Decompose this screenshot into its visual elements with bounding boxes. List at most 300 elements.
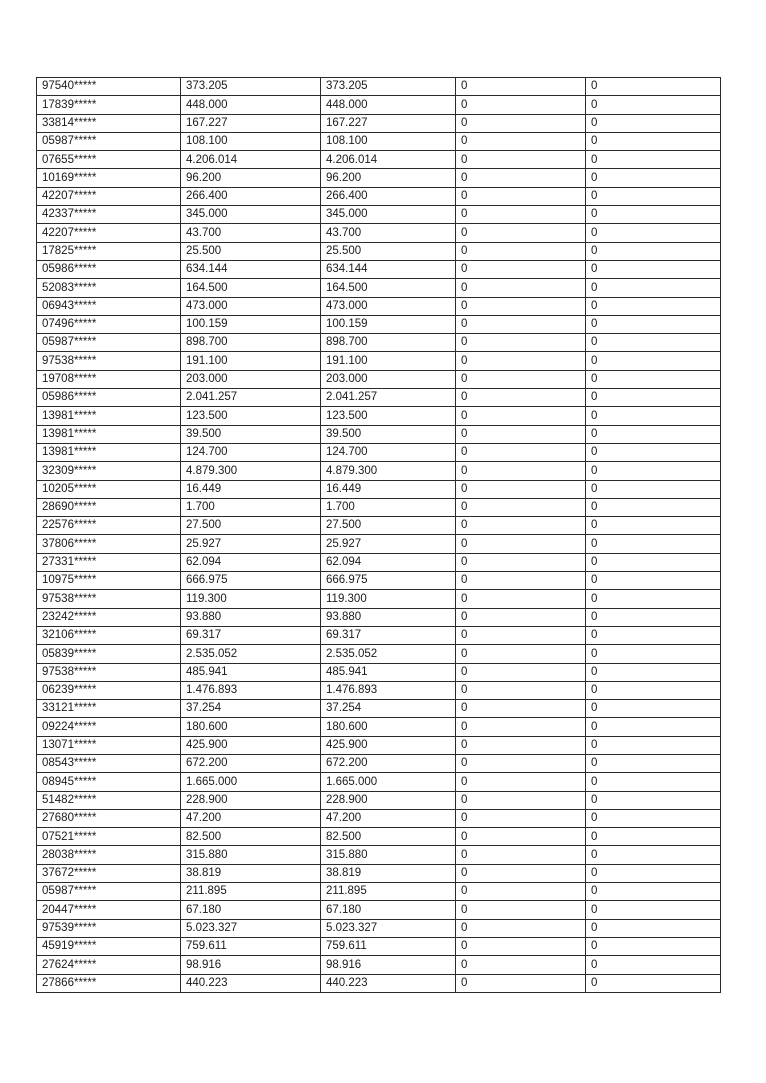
table-row — [37, 901, 721, 919]
cell-amount-b: 425.900 — [321, 736, 456, 754]
cell-amount-a: 1.665.000 — [181, 773, 321, 791]
table-row — [37, 663, 721, 681]
cell-masked-id: 05987***** — [37, 132, 181, 150]
cell-amount-b: 448.000 — [321, 96, 456, 114]
cell-zero-b: 0 — [586, 626, 721, 644]
table-row — [37, 132, 721, 150]
table-row — [37, 846, 721, 864]
cell-zero-a: 0 — [456, 132, 586, 150]
cell-masked-id: 19708***** — [37, 370, 181, 388]
cell-amount-a: 898.700 — [181, 334, 321, 352]
table-row — [37, 297, 721, 315]
cell-zero-a: 0 — [456, 407, 586, 425]
cell-zero-b: 0 — [586, 187, 721, 205]
cell-amount-a: 473.000 — [181, 297, 321, 315]
cell-amount-a: 2.535.052 — [181, 645, 321, 663]
cell-zero-a: 0 — [456, 187, 586, 205]
cell-masked-id: 08543***** — [37, 754, 181, 772]
cell-masked-id: 10975***** — [37, 572, 181, 590]
cell-zero-b: 0 — [586, 370, 721, 388]
cell-zero-a: 0 — [456, 462, 586, 480]
cell-masked-id: 23242***** — [37, 608, 181, 626]
cell-zero-b: 0 — [586, 242, 721, 260]
table-row — [37, 498, 721, 516]
cell-zero-b: 0 — [586, 718, 721, 736]
cell-amount-a: 16.449 — [181, 480, 321, 498]
cell-amount-a: 1.700 — [181, 498, 321, 516]
cell-amount-a: 96.200 — [181, 169, 321, 187]
cell-masked-id: 09224***** — [37, 718, 181, 736]
cell-zero-b: 0 — [586, 974, 721, 992]
cell-zero-a: 0 — [456, 389, 586, 407]
cell-masked-id: 27624***** — [37, 956, 181, 974]
cell-zero-a: 0 — [456, 773, 586, 791]
cell-zero-b: 0 — [586, 553, 721, 571]
cell-amount-b: 47.200 — [321, 809, 456, 827]
table-row — [37, 443, 721, 461]
cell-zero-b: 0 — [586, 663, 721, 681]
cell-zero-b: 0 — [586, 279, 721, 297]
cell-zero-a: 0 — [456, 809, 586, 827]
cell-masked-id: 06943***** — [37, 297, 181, 315]
cell-zero-a: 0 — [456, 663, 586, 681]
cell-zero-b: 0 — [586, 754, 721, 772]
cell-masked-id: 28038***** — [37, 846, 181, 864]
cell-masked-id: 05987***** — [37, 883, 181, 901]
cell-zero-a: 0 — [456, 498, 586, 516]
cell-zero-b: 0 — [586, 846, 721, 864]
cell-amount-b: 25.500 — [321, 242, 456, 260]
table-row — [37, 462, 721, 480]
cell-amount-b: 98.916 — [321, 956, 456, 974]
cell-amount-a: 666.975 — [181, 572, 321, 590]
cell-zero-b: 0 — [586, 956, 721, 974]
cell-zero-b: 0 — [586, 700, 721, 718]
cell-amount-b: 123.500 — [321, 407, 456, 425]
cell-masked-id: 32309***** — [37, 462, 181, 480]
cell-zero-b: 0 — [586, 791, 721, 809]
cell-zero-a: 0 — [456, 206, 586, 224]
cell-amount-a: 211.895 — [181, 883, 321, 901]
cell-zero-a: 0 — [456, 626, 586, 644]
cell-masked-id: 27866***** — [37, 974, 181, 992]
cell-amount-a: 5.023.327 — [181, 919, 321, 937]
cell-amount-b: 43.700 — [321, 224, 456, 242]
table-row — [37, 645, 721, 663]
table-row — [37, 791, 721, 809]
table-row — [37, 773, 721, 791]
cell-masked-id: 97540***** — [37, 78, 181, 96]
cell-masked-id: 27331***** — [37, 553, 181, 571]
cell-zero-a: 0 — [456, 535, 586, 553]
table-row — [37, 114, 721, 132]
cell-amount-b: 67.180 — [321, 901, 456, 919]
cell-amount-a: 27.500 — [181, 517, 321, 535]
cell-amount-b: 100.159 — [321, 315, 456, 333]
cell-masked-id: 32106***** — [37, 626, 181, 644]
cell-amount-b: 96.200 — [321, 169, 456, 187]
cell-masked-id: 08945***** — [37, 773, 181, 791]
cell-zero-b: 0 — [586, 883, 721, 901]
cell-zero-a: 0 — [456, 754, 586, 772]
cell-zero-a: 0 — [456, 114, 586, 132]
cell-zero-b: 0 — [586, 206, 721, 224]
cell-amount-b: 119.300 — [321, 590, 456, 608]
cell-amount-a: 119.300 — [181, 590, 321, 608]
table-row — [37, 864, 721, 882]
table-row — [37, 407, 721, 425]
cell-zero-a: 0 — [456, 791, 586, 809]
cell-zero-b: 0 — [586, 901, 721, 919]
cell-zero-b: 0 — [586, 132, 721, 150]
cell-zero-a: 0 — [456, 78, 586, 96]
cell-amount-a: 440.223 — [181, 974, 321, 992]
table-row — [37, 535, 721, 553]
cell-amount-b: 164.500 — [321, 279, 456, 297]
cell-amount-b: 2.535.052 — [321, 645, 456, 663]
cell-amount-b: 37.254 — [321, 700, 456, 718]
cell-zero-a: 0 — [456, 901, 586, 919]
cell-zero-b: 0 — [586, 114, 721, 132]
cell-zero-b: 0 — [586, 517, 721, 535]
cell-amount-b: 39.500 — [321, 425, 456, 443]
cell-masked-id: 33814***** — [37, 114, 181, 132]
cell-amount-a: 4.879.300 — [181, 462, 321, 480]
cell-amount-a: 98.916 — [181, 956, 321, 974]
cell-zero-b: 0 — [586, 773, 721, 791]
cell-masked-id: 13071***** — [37, 736, 181, 754]
cell-amount-b: 4.879.300 — [321, 462, 456, 480]
cell-zero-a: 0 — [456, 937, 586, 955]
cell-amount-b: 759.611 — [321, 937, 456, 955]
cell-zero-a: 0 — [456, 279, 586, 297]
cell-zero-a: 0 — [456, 480, 586, 498]
cell-zero-a: 0 — [456, 553, 586, 571]
cell-amount-b: 25.927 — [321, 535, 456, 553]
table-row — [37, 681, 721, 699]
cell-amount-a: 373.205 — [181, 78, 321, 96]
cell-zero-b: 0 — [586, 169, 721, 187]
cell-zero-a: 0 — [456, 443, 586, 461]
cell-amount-b: 315.880 — [321, 846, 456, 864]
cell-amount-a: 100.159 — [181, 315, 321, 333]
cell-masked-id: 52083***** — [37, 279, 181, 297]
cell-zero-a: 0 — [456, 883, 586, 901]
cell-masked-id: 07496***** — [37, 315, 181, 333]
table-row — [37, 480, 721, 498]
cell-zero-b: 0 — [586, 809, 721, 827]
cell-amount-b: 93.880 — [321, 608, 456, 626]
cell-amount-b: 27.500 — [321, 517, 456, 535]
cell-amount-a: 266.400 — [181, 187, 321, 205]
cell-zero-b: 0 — [586, 919, 721, 937]
cell-zero-b: 0 — [586, 572, 721, 590]
cell-amount-a: 69.317 — [181, 626, 321, 644]
table-row — [37, 919, 721, 937]
cell-zero-a: 0 — [456, 96, 586, 114]
cell-zero-b: 0 — [586, 535, 721, 553]
cell-zero-b: 0 — [586, 608, 721, 626]
cell-amount-a: 93.880 — [181, 608, 321, 626]
cell-zero-b: 0 — [586, 736, 721, 754]
table-row — [37, 700, 721, 718]
cell-amount-b: 62.094 — [321, 553, 456, 571]
cell-masked-id: 97539***** — [37, 919, 181, 937]
cell-zero-a: 0 — [456, 681, 586, 699]
table-row — [37, 590, 721, 608]
cell-masked-id: 10205***** — [37, 480, 181, 498]
cell-masked-id: 27680***** — [37, 809, 181, 827]
cell-zero-a: 0 — [456, 956, 586, 974]
cell-masked-id: 05839***** — [37, 645, 181, 663]
table-row — [37, 151, 721, 169]
cell-amount-a: 123.500 — [181, 407, 321, 425]
cell-zero-a: 0 — [456, 315, 586, 333]
cell-amount-a: 672.200 — [181, 754, 321, 772]
cell-amount-b: 108.100 — [321, 132, 456, 150]
cell-amount-a: 2.041.257 — [181, 389, 321, 407]
cell-amount-b: 167.227 — [321, 114, 456, 132]
cell-masked-id: 06239***** — [37, 681, 181, 699]
cell-masked-id: 42337***** — [37, 206, 181, 224]
cell-amount-a: 43.700 — [181, 224, 321, 242]
cell-zero-b: 0 — [586, 260, 721, 278]
cell-masked-id: 37806***** — [37, 535, 181, 553]
cell-amount-b: 1.700 — [321, 498, 456, 516]
cell-amount-b: 898.700 — [321, 334, 456, 352]
cell-amount-a: 25.500 — [181, 242, 321, 260]
table-row — [37, 279, 721, 297]
table-row — [37, 608, 721, 626]
cell-zero-b: 0 — [586, 443, 721, 461]
table-row — [37, 96, 721, 114]
cell-zero-b: 0 — [586, 224, 721, 242]
table-row — [37, 389, 721, 407]
table-body — [37, 78, 721, 993]
cell-zero-b: 0 — [586, 645, 721, 663]
table-row — [37, 260, 721, 278]
table-row — [37, 572, 721, 590]
cell-zero-b: 0 — [586, 864, 721, 882]
cell-amount-a: 180.600 — [181, 718, 321, 736]
cell-masked-id: 33121***** — [37, 700, 181, 718]
cell-amount-a: 47.200 — [181, 809, 321, 827]
cell-amount-b: 666.975 — [321, 572, 456, 590]
cell-amount-a: 39.500 — [181, 425, 321, 443]
cell-zero-a: 0 — [456, 572, 586, 590]
cell-amount-b: 211.895 — [321, 883, 456, 901]
cell-zero-b: 0 — [586, 78, 721, 96]
cell-masked-id: 17839***** — [37, 96, 181, 114]
table-row — [37, 754, 721, 772]
cell-zero-a: 0 — [456, 974, 586, 992]
cell-masked-id: 37672***** — [37, 864, 181, 882]
cell-zero-a: 0 — [456, 517, 586, 535]
cell-amount-b: 38.819 — [321, 864, 456, 882]
cell-masked-id: 17825***** — [37, 242, 181, 260]
table-row — [37, 315, 721, 333]
cell-masked-id: 97538***** — [37, 352, 181, 370]
cell-zero-b: 0 — [586, 297, 721, 315]
table-row — [37, 169, 721, 187]
cell-amount-b: 440.223 — [321, 974, 456, 992]
cell-zero-b: 0 — [586, 590, 721, 608]
cell-zero-b: 0 — [586, 407, 721, 425]
cell-masked-id: 42207***** — [37, 224, 181, 242]
cell-zero-b: 0 — [586, 334, 721, 352]
cell-amount-b: 1.476.893 — [321, 681, 456, 699]
cell-zero-a: 0 — [456, 700, 586, 718]
cell-zero-b: 0 — [586, 828, 721, 846]
cell-zero-a: 0 — [456, 370, 586, 388]
cell-zero-a: 0 — [456, 334, 586, 352]
cell-zero-b: 0 — [586, 96, 721, 114]
cell-amount-b: 1.665.000 — [321, 773, 456, 791]
cell-amount-a: 191.100 — [181, 352, 321, 370]
cell-amount-b: 82.500 — [321, 828, 456, 846]
cell-zero-a: 0 — [456, 297, 586, 315]
cell-amount-a: 4.206.014 — [181, 151, 321, 169]
cell-amount-b: 473.000 — [321, 297, 456, 315]
cell-amount-a: 108.100 — [181, 132, 321, 150]
cell-zero-b: 0 — [586, 937, 721, 955]
cell-amount-a: 25.927 — [181, 535, 321, 553]
cell-masked-id: 10169***** — [37, 169, 181, 187]
cell-masked-id: 97538***** — [37, 590, 181, 608]
cell-masked-id: 13981***** — [37, 407, 181, 425]
cell-zero-b: 0 — [586, 498, 721, 516]
cell-zero-a: 0 — [456, 151, 586, 169]
cell-amount-a: 124.700 — [181, 443, 321, 461]
cell-zero-a: 0 — [456, 645, 586, 663]
table-row — [37, 809, 721, 827]
table-row — [37, 736, 721, 754]
cell-amount-b: 485.941 — [321, 663, 456, 681]
cell-zero-a: 0 — [456, 846, 586, 864]
table-row — [37, 425, 721, 443]
cell-masked-id: 22576***** — [37, 517, 181, 535]
cell-masked-id: 05986***** — [37, 260, 181, 278]
cell-masked-id: 13981***** — [37, 425, 181, 443]
cell-zero-a: 0 — [456, 608, 586, 626]
cell-zero-a: 0 — [456, 590, 586, 608]
table-row — [37, 370, 721, 388]
table-row — [37, 224, 721, 242]
cell-amount-b: 203.000 — [321, 370, 456, 388]
cell-zero-a: 0 — [456, 242, 586, 260]
cell-masked-id: 42207***** — [37, 187, 181, 205]
table-row — [37, 78, 721, 96]
table-row — [37, 242, 721, 260]
cell-masked-id: 13981***** — [37, 443, 181, 461]
table-row — [37, 206, 721, 224]
table-row — [37, 937, 721, 955]
cell-amount-a: 634.144 — [181, 260, 321, 278]
cell-masked-id: 45919***** — [37, 937, 181, 955]
table-row — [37, 956, 721, 974]
cell-amount-b: 191.100 — [321, 352, 456, 370]
cell-zero-a: 0 — [456, 864, 586, 882]
cell-zero-b: 0 — [586, 462, 721, 480]
table-row — [37, 334, 721, 352]
cell-zero-b: 0 — [586, 352, 721, 370]
cell-amount-b: 345.000 — [321, 206, 456, 224]
cell-amount-a: 167.227 — [181, 114, 321, 132]
cell-zero-b: 0 — [586, 480, 721, 498]
table-row — [37, 352, 721, 370]
cell-masked-id: 05986***** — [37, 389, 181, 407]
cell-amount-a: 448.000 — [181, 96, 321, 114]
cell-masked-id: 07521***** — [37, 828, 181, 846]
cell-amount-a: 164.500 — [181, 279, 321, 297]
cell-amount-a: 345.000 — [181, 206, 321, 224]
cell-amount-a: 228.900 — [181, 791, 321, 809]
cell-zero-a: 0 — [456, 828, 586, 846]
cell-amount-b: 124.700 — [321, 443, 456, 461]
cell-amount-b: 266.400 — [321, 187, 456, 205]
cell-zero-b: 0 — [586, 389, 721, 407]
table-row — [37, 187, 721, 205]
cell-amount-a: 485.941 — [181, 663, 321, 681]
cell-amount-a: 37.254 — [181, 700, 321, 718]
cell-amount-a: 203.000 — [181, 370, 321, 388]
cell-zero-b: 0 — [586, 681, 721, 699]
cell-masked-id: 05987***** — [37, 334, 181, 352]
cell-amount-a: 315.880 — [181, 846, 321, 864]
cell-amount-b: 4.206.014 — [321, 151, 456, 169]
table-row — [37, 974, 721, 992]
cell-masked-id: 97538***** — [37, 663, 181, 681]
cell-amount-b: 672.200 — [321, 754, 456, 772]
cell-zero-a: 0 — [456, 224, 586, 242]
table-row — [37, 517, 721, 535]
cell-amount-b: 2.041.257 — [321, 389, 456, 407]
cell-amount-b: 16.449 — [321, 480, 456, 498]
cell-zero-a: 0 — [456, 718, 586, 736]
cell-zero-a: 0 — [456, 169, 586, 187]
cell-zero-a: 0 — [456, 260, 586, 278]
table-row — [37, 718, 721, 736]
cell-zero-a: 0 — [456, 425, 586, 443]
table-row — [37, 553, 721, 571]
cell-amount-b: 5.023.327 — [321, 919, 456, 937]
cell-amount-a: 425.900 — [181, 736, 321, 754]
cell-amount-b: 69.317 — [321, 626, 456, 644]
cell-amount-a: 38.819 — [181, 864, 321, 882]
cell-zero-a: 0 — [456, 736, 586, 754]
cell-masked-id: 28690***** — [37, 498, 181, 516]
cell-amount-a: 82.500 — [181, 828, 321, 846]
cell-zero-a: 0 — [456, 352, 586, 370]
table-row — [37, 626, 721, 644]
cell-amount-a: 759.611 — [181, 937, 321, 955]
cell-masked-id: 20447***** — [37, 901, 181, 919]
table-row — [37, 828, 721, 846]
cell-zero-b: 0 — [586, 315, 721, 333]
cell-masked-id: 51482***** — [37, 791, 181, 809]
cell-amount-b: 228.900 — [321, 791, 456, 809]
cell-zero-a: 0 — [456, 919, 586, 937]
cell-amount-b: 634.144 — [321, 260, 456, 278]
cell-amount-a: 1.476.893 — [181, 681, 321, 699]
cell-amount-b: 180.600 — [321, 718, 456, 736]
cell-zero-b: 0 — [586, 151, 721, 169]
table-row — [37, 883, 721, 901]
cell-amount-b: 373.205 — [321, 78, 456, 96]
cell-masked-id: 07655***** — [37, 151, 181, 169]
cell-amount-a: 67.180 — [181, 901, 321, 919]
cell-amount-a: 62.094 — [181, 553, 321, 571]
